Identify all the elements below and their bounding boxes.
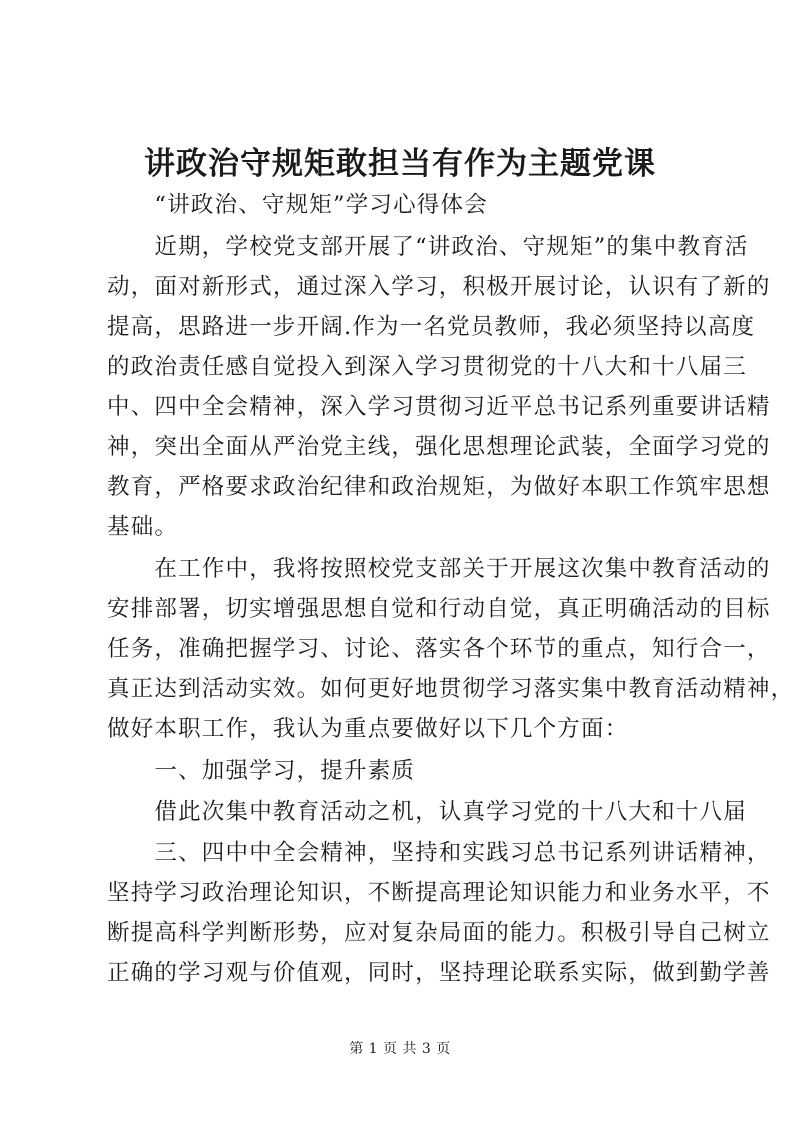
text-line: 坚持学习政治理论知识，不断提高理论知识能力和业务水平，不 xyxy=(107,880,771,906)
page-footer: 第 1 页 共 3 页 xyxy=(349,1041,451,1057)
text-line: 一、加强学习，提升素质 xyxy=(107,758,416,784)
text-line: 正确的学习观与价值观，同时，坚持理论联系实际，做到勤学善 xyxy=(107,960,771,986)
text-line: 安排部署，切实增强思想自觉和行动自觉，真正明确活动的目标 xyxy=(107,596,771,622)
text-line: 做好本职工作，我认为重点要做好以下几个方面： xyxy=(107,716,629,742)
text-line: 的政治责任感自觉投入到深入学习贯彻党的十八大和十八届三 xyxy=(107,354,747,380)
text-line: 动，面对新形式，通过深入学习，积极开展讨论，认识有了新的 xyxy=(107,274,771,300)
text-line: 在工作中，我将按照校党支部关于开展这次集中教育活动的 xyxy=(107,556,771,582)
text-line: 提高，思路进一步开阔.作为一名党员教师，我必须坚持以高度 xyxy=(107,314,756,340)
text-line: 断提高科学判断形势，应对复杂局面的能力。积极引导自己树立 xyxy=(107,920,771,946)
text-line: 基础。 xyxy=(107,514,179,540)
text-line: 任务，准确把握学习、讨论、落实各个环节的重点，知行合一， xyxy=(107,636,771,662)
text-line: 中、四中全会精神，深入学习贯彻习近平总书记系列重要讲话精 xyxy=(107,394,771,420)
text-line: 三、四中中全会精神，坚持和实践习总书记系列讲话精神， xyxy=(107,840,771,866)
text-line: 近期，学校党支部开展了“讲政治、守规矩”的集中教育活 xyxy=(107,234,749,260)
text-line: 借此次集中教育活动之机，认真学习党的十八大和十八届 xyxy=(107,799,747,825)
text-line: 真正达到活动实效。如何更好地贯彻学习落实集中教育活动精神， xyxy=(107,676,795,702)
text-line: 神，突出全面从严治党主线，强化思想理论武装，全面学习党的 xyxy=(107,434,771,460)
text-line: “讲政治、守规矩”学习心得体会 xyxy=(107,192,488,218)
document-title: 讲政治守规矩敢担当有作为主题党课 xyxy=(144,146,656,182)
text-line: 教育，严格要求政治纪律和政治规矩，为做好本职工作筑牢思想 xyxy=(107,474,771,500)
